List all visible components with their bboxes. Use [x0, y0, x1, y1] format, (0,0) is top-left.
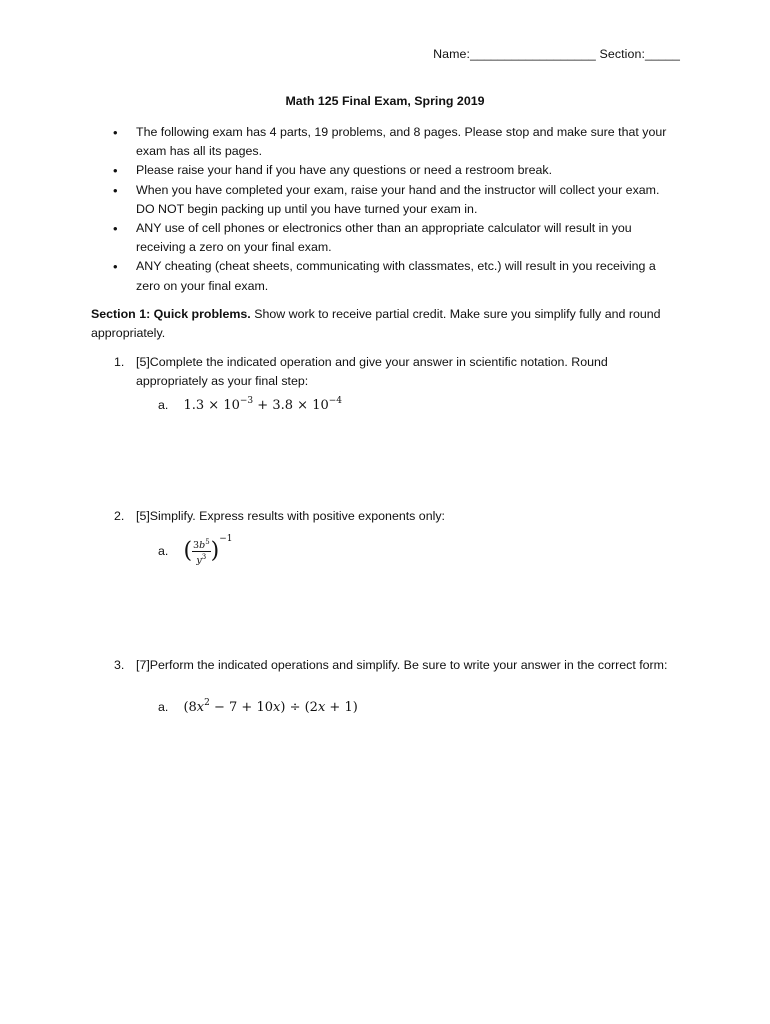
problem-number: 3.: [114, 658, 125, 672]
sub-label: a.: [158, 700, 169, 714]
instructions-list: [113, 123, 678, 296]
problem-2: [114, 507, 674, 526]
problem-text: [5]Simplify. Express results with positive exponents only:: [136, 509, 445, 523]
problem-1a: [158, 392, 342, 415]
problem-number: 2.: [114, 509, 125, 523]
sub-label: a.: [158, 398, 169, 412]
instruction-item: • The following exam has 4 parts, 19 problems, and 8 pages. Please stop and make sure that your exam has all its pages.: [113, 123, 678, 161]
name-section-line: Name:__________________ Section:_____: [433, 47, 680, 61]
problem-2a: [158, 530, 233, 566]
instruction-item: • ANY use of cell phones or electronics other than an appropriate calculator will result in you receiving a zero on your final exam.: [113, 219, 678, 257]
problem-1: [114, 353, 674, 391]
instruction-item: • Please raise your hand if you have any questions or need a restroom break.: [113, 161, 678, 180]
problem-number: 1.: [114, 355, 125, 369]
section-1-instructions: Show work to receive partial credit. Make sure you simplify fully and round appropriately.: [91, 307, 661, 341]
math-expression: $(8x^2 - 7 + 10x) \div (2x + 1)$: [183, 698, 358, 715]
problem-text: [5]Complete the indicated operation and give your answer in scientific notation. Round appropriately as your final step:: [136, 355, 608, 389]
instruction-item: • When you have completed your exam, raise your hand and the instructor will collect your exam. DO NOT begin packing up until you have turned your exam in.: [113, 181, 678, 219]
problem-text: [7]Perform the indicated operations and simplify. Be sure to write your answer in the correct form:: [136, 658, 668, 672]
math-expression: $1.3 \times 10^{-3} + 3.8 \times 10^{-4}$: [183, 396, 343, 413]
instruction-item: • ANY cheating (cheat sheets, communicating with classmates, etc.) will result in you receiving a zero on your final exam.: [113, 257, 678, 295]
problem-3a: [158, 694, 358, 717]
page-title: Math 125 Final Exam, Spring 2019: [285, 94, 485, 108]
section-1-title: Section 1: Quick problems.: [91, 307, 251, 321]
section-1-header: [91, 305, 681, 343]
problem-3: [114, 656, 674, 675]
sub-label: a.: [158, 544, 169, 559]
math-expression: ( $\frac{3b^5}{y^3}$ )$^{-1}$: [183, 534, 233, 566]
